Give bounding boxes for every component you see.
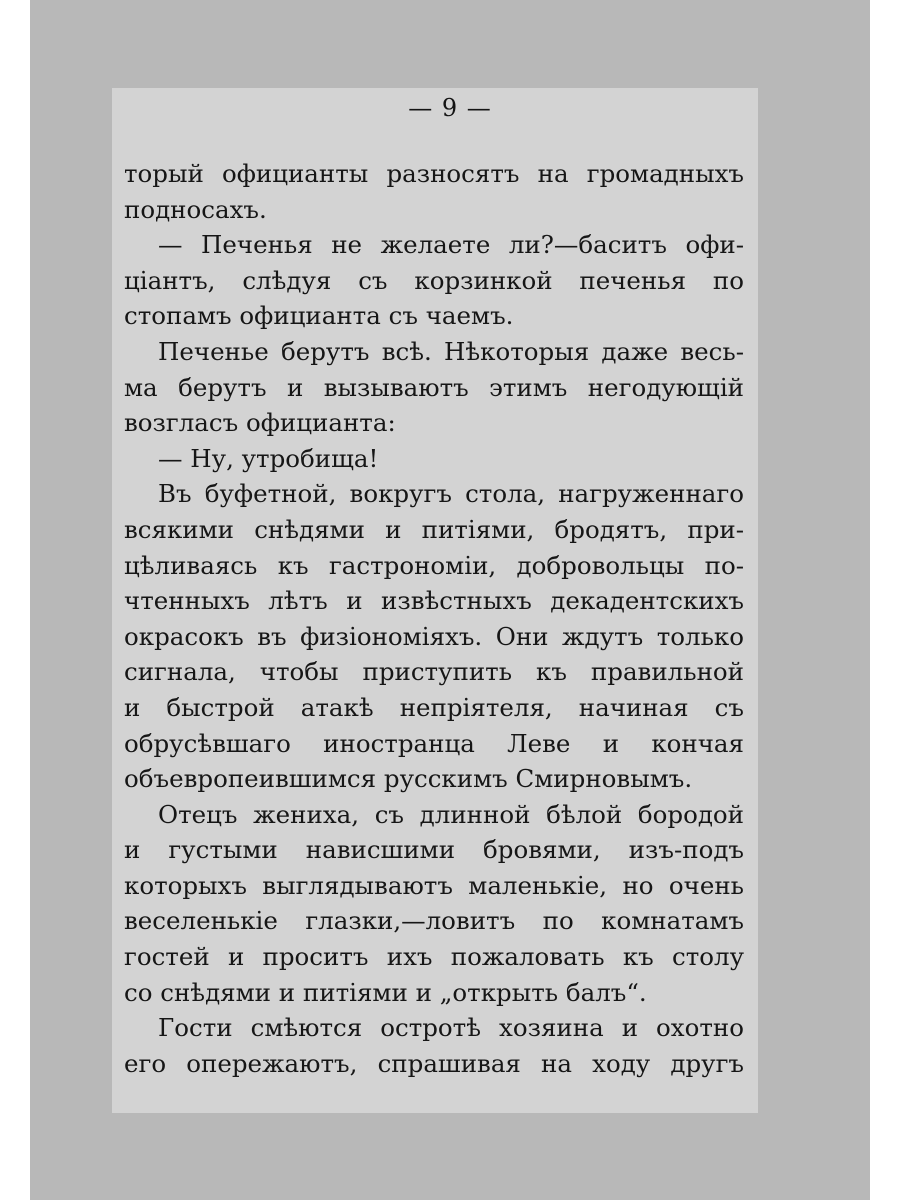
text-line: и быстрой атакѣ непріятеля, начиная съ xyxy=(124,692,744,722)
text-line: Въ буфетной, вокругъ стола, нагруженнаго xyxy=(158,479,744,509)
text-line: гостей и проситъ ихъ пожаловать къ столу xyxy=(124,942,744,972)
text-line: Отецъ жениха, съ длинной бѣлой бородой xyxy=(158,799,744,829)
text-line: возгласъ официанта: xyxy=(124,408,396,438)
body-text xyxy=(124,156,744,1081)
text-line: стопамъ официанта съ чаемъ. xyxy=(124,301,514,331)
text-line: сигнала, чтобы приступить къ правильной xyxy=(124,657,744,687)
text-line: объевропеившимся русскимъ Смирновымъ. xyxy=(124,764,693,794)
text-line: которыхъ выглядываютъ маленькіе, но очень xyxy=(124,870,744,900)
text-line: обрусѣвшаго иностранца Леве и кончая xyxy=(124,728,744,758)
text-line: ціантъ, слѣдуя съ корзинкой печенья по xyxy=(124,265,744,295)
page-number: — 9 — xyxy=(408,94,492,122)
text-line: чтенныхъ лѣтъ и извѣстныхъ декадентскихъ xyxy=(124,586,744,616)
text-line: подносахъ. xyxy=(124,194,267,224)
text-line: ма берутъ и вызываютъ этимъ негодующій xyxy=(124,372,744,402)
text-line: торый официанты разносятъ на громадныхъ xyxy=(124,159,744,188)
text-line: окрасокъ въ физіономіяхъ. Они ждутъ только xyxy=(124,621,744,651)
text-line: веселенькіе глазки,—ловитъ по комнатамъ xyxy=(124,906,744,936)
text-line: всякими снѣдями и питіями, бродятъ, при- xyxy=(124,514,744,544)
text-line: и густыми нависшими бровями, изъ-подъ xyxy=(124,835,744,865)
text-line: со снѣдями и питіями и „открыть балъ“. xyxy=(124,977,647,1007)
text-line: его опережаютъ, спрашивая на ходу другъ xyxy=(124,1048,744,1078)
text-line: Печенье берутъ всѣ. Нѣкоторыя даже весь- xyxy=(158,336,744,366)
text-line: Гости смѣются остротѣ хозяина и охотно xyxy=(158,1013,744,1043)
text-line: — Печенья не желаете ли?—баситъ офи- xyxy=(158,230,744,260)
text-line: цѣливаясь къ гастрономіи, добровольцы по- xyxy=(124,550,744,580)
text-line: — Ну, утробища! xyxy=(158,443,379,473)
